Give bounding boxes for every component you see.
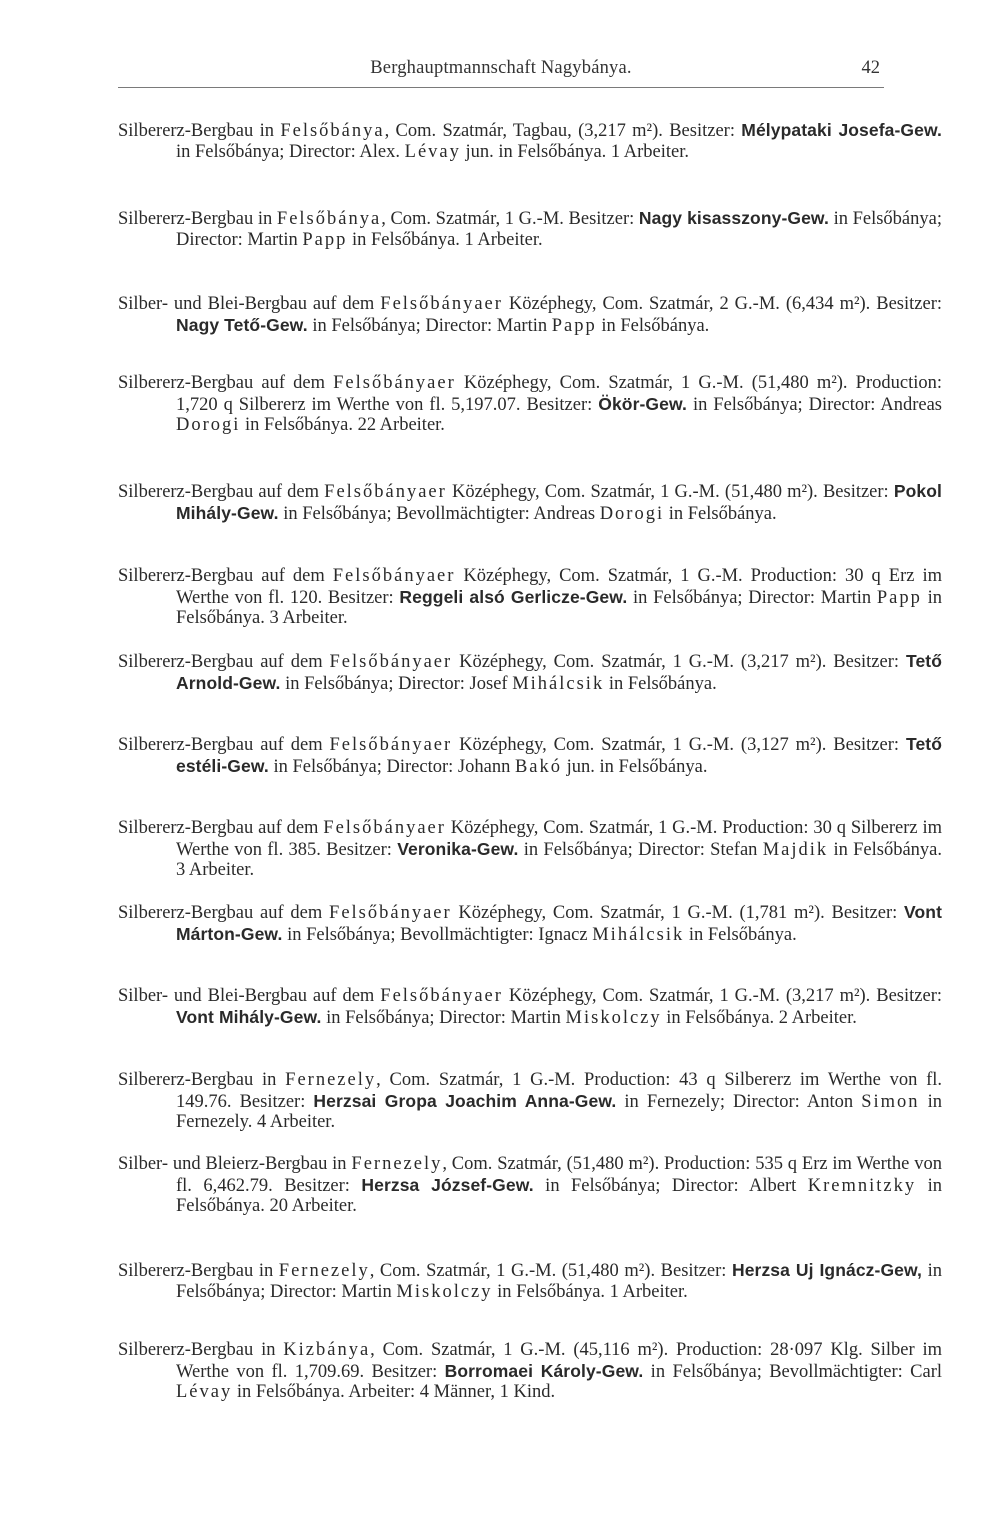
mine-entry [118,818,942,881]
locality-name: Felsőbányaer [380,294,503,314]
mine-entry [118,208,942,250]
mine-entry [118,373,942,436]
entry-text: Középhegy, Com. Szatmár, 1 G.-M. (1,781 m²). Besitzer: [451,903,905,923]
company-name: Mélypataki Josefa-Gew. [741,120,942,140]
entry-text: Silbererz-Bergbau auf dem [118,373,334,393]
entry-text: in Felsőbánya; Director: Albert [533,1175,808,1196]
person-name: Papp [551,315,597,336]
entry-text: Silbererz-Bergbau auf dem [118,566,333,586]
entry-text: in Felsőbánya. [684,924,797,945]
entry-text: , Com. Szatmár, 1 G.-M. (51,480 m²). Besitzer: [369,1261,732,1281]
locality-name: Felsőbányaer [323,818,446,838]
entry-text: Középhegy, Com. Szatmár, 1 G.-M. (51,480 m²). Besitzer: [446,482,894,502]
company-name: Nagy Tető-Gew. [176,314,308,335]
locality-name: Fernezely [278,1261,370,1281]
entry-text: Silbererz-Bergbau auf dem [118,735,330,755]
company-name: Herzsai Gropa Joachim Anna-Gew. [313,1090,617,1111]
entry-text: Silbererz-Bergbau auf dem [118,652,330,672]
person-name: Lévay [176,1382,233,1403]
entry-text: Silbererz-Bergbau in [118,209,277,229]
mine-entry [118,651,942,694]
company-name: Herzsa József-Gew. [361,1174,534,1195]
entry-text: Középhegy, Com. Szatmár, 1 G.-M. (3,127 m²). Besitzer: [452,735,906,755]
entry-text: in Felsőbánya. 3 Arbeiter. [176,839,943,881]
locality-name: Felsőbányaer [329,903,452,923]
entry-text: jun. in Felsőbánya. 1 Arbeiter. [460,141,690,162]
mine-entry [118,1070,942,1133]
entry-text: Silbererz-Bergbau in [118,121,281,141]
person-name: Dorogi [599,503,665,524]
company-name: Ökör-Gew. [598,393,687,414]
company-name: Tető estéli-Gew. [176,734,942,776]
company-name: Pokol Mihály-Gew. [176,481,942,523]
entry-text: , Com. Szatmár, 1 G.-M. Production: 43 q Silbererz im Werthe von fl. 149.76. Besitzer: [176,1070,942,1112]
entry-text: in Felsőbánya. 2 Arbeiter. [661,1007,857,1028]
entry-text: Középhegy, Com. Szatmár, 2 G.-M. (6,434 m²). Besitzer: [502,294,942,314]
entry-text: Középhegy, Com. Szatmár, 1 G.-M. Production: 30 q Silbererz im Werthe von fl. 385. Besitzer: [176,818,942,860]
entry-text: , Com. Szatmár, Tagbau, (3,217 m²). Besitzer: [384,121,742,141]
entry-text: in Felsőbánya; Director: Stefan [518,839,763,860]
locality-name: Felsőbánya [276,209,382,229]
person-name: Majdik [762,839,829,860]
company-name: Tető Arnold-Gew. [176,651,942,693]
entry-text: in Felsőbánya. Arbeiter: 4 Männer, 1 Kind. [232,1382,556,1403]
page-header [118,58,884,86]
entry-text: Középhegy, Com. Szatmár, 1 G.-M. (3,217 m²). Besitzer: [502,986,942,1006]
company-name: Reggeli alsó Gerlicze-Gew. [399,586,628,607]
entry-text: in Felsőbánya. [604,673,717,694]
entry-text: Silbererz-Bergbau in [118,1340,284,1360]
person-name: Papp [302,229,348,250]
entry-text: in Felsőbánya. 1 Arbeiter. [347,229,543,250]
entry-text: Silber- und Bleierz-Bergbau in [118,1154,352,1174]
entry-text: , Com. Szatmár, (51,480 m²). Production: 535 q Erz im Werthe von fl. 6,462.79. Besitzer: [176,1154,942,1196]
entry-text: in Felsőbánya; Director: Alex. [176,141,405,162]
entry-text: Silbererz-Bergbau auf dem [118,818,324,838]
person-name: Kremnitzky [807,1175,917,1196]
mine-entry [118,1154,942,1217]
entry-text: in Felsőbánya; Director: Martin [627,587,877,608]
person-name: Dorogi [176,415,241,436]
person-name: Mihálcsik [512,673,605,694]
entry-text: in Felsőbánya; Director: Josef [280,673,513,694]
mine-entry [118,294,942,336]
entry-text: in Felsőbánya; Bevollmächtigter: Ignacz [282,924,593,945]
mine-entry [118,481,942,524]
entry-text: Középhegy, Com. Szatmár, 1 G.-M. Production: 30 q Erz im Werthe von fl. 120. Besitzer: [176,566,942,608]
entry-text: in Felsőbánya. 3 Arbeiter. [176,587,942,629]
running-title: Berghauptmannschaft Nagybánya. [370,58,632,78]
locality-name: Fernezely [285,1070,377,1090]
entry-text: in Felsőbánya; Director: Johann [268,756,515,777]
person-name: Papp [876,587,922,608]
entry-text: in Felsőbánya; Director: Martin [176,1261,942,1302]
company-name: Vont Mihály-Gew. [176,1006,322,1027]
company-name: Herzsa Uj Ignácz-Gew, [731,1260,923,1280]
entry-text: in Felsőbánya; Director: Martin [307,315,552,336]
header-rule [118,87,884,88]
page-number: 42 [861,58,880,78]
person-name: Bakó [514,756,563,777]
entry-text: Silbererz-Bergbau auf dem [118,482,325,502]
entry-text: , Com. Szatmár, 1 G.-M. (45,116 m²). Production: 28·097 Klg. Silber im Werthe von fl. 1,709.69. Besitzer: [176,1340,942,1382]
mine-entry [118,986,942,1028]
person-name: Miskolczy [396,1281,493,1302]
locality-name: Kizbánya [283,1340,371,1360]
entry-text: in Felsőbánya; Director: Martin [176,209,942,250]
locality-name: Felsőbányaer [380,986,503,1006]
entry-text: Silbererz-Bergbau in [118,1070,286,1090]
entry-text: Silbererz-Bergbau in [118,1261,279,1281]
entry-text: in Fernezely; Director: Anton [616,1091,862,1112]
locality-name: Felsőbányaer [332,566,456,586]
company-name: Veronika-Gew. [397,838,519,859]
locality-name: Felsőbányaer [329,652,453,672]
locality-name: Felsőbányaer [333,373,456,393]
company-name: Vont Márton-Gew. [176,902,942,944]
entry-text: Silber- und Blei-Bergbau auf dem [118,986,381,1006]
entry-text: in Felsőbánya. [596,315,710,336]
entry-text: in Felsőbánya; Bevollmächtigter: Carl [643,1361,943,1382]
entry-text: in Felsőbánya; Bevollmächtigter: Andreas [278,503,600,524]
entry-text: Középhegy, Com. Szatmár, 1 G.-M. (3,217 m²). Besitzer: [452,652,906,672]
mine-entry [118,1260,942,1302]
locality-name: Fernezely [351,1154,443,1174]
entry-text: in Felsőbánya. 22 Arbeiter. [240,415,445,436]
mine-entry [118,120,942,162]
entry-text: jun. in Felsőbánya. [562,756,708,777]
person-name: Miskolczy [565,1007,662,1028]
entry-text: in Felsőbánya. 20 Arbeiter. [176,1175,942,1217]
entry-text: Silbererz-Bergbau auf dem [118,903,330,923]
entry-text: in Felsőbánya. 1 Arbeiter. [492,1281,688,1302]
entry-text: in Fernezely. 4 Arbeiter. [176,1091,942,1133]
locality-name: Felsőbányaer [329,735,453,755]
company-name: Borromaei Károly-Gew. [444,1360,644,1381]
mine-entry [118,1340,942,1403]
entry-text: in Felsőbánya; Director: Martin [321,1007,566,1028]
mine-entry [118,902,942,945]
locality-name: Felsőbánya [280,121,385,141]
entry-text: in Felsőbánya; Director: Andreas [686,394,943,415]
entry-text: Középhegy, Com. Szatmár, 1 G.-M. (51,480 m²). Production: 1,720 q Silbererz im Werthe von fl. 5,197.07. Besitzer: [176,373,943,415]
company-name: Nagy kisasszony-Gew. [638,208,829,228]
mine-entry [118,734,942,777]
person-name: Mihálcsik [592,924,685,945]
mine-entry [118,566,942,629]
entry-text: in Felsőbánya. [664,503,777,524]
entry-text: Silber- und Blei-Bergbau auf dem [118,294,381,314]
entry-text: , Com. Szatmár, 1 G.-M. Besitzer: [381,209,639,229]
person-name: Simon [861,1091,920,1112]
person-name: Lévay [404,141,461,162]
locality-name: Felsőbányaer [324,482,447,502]
